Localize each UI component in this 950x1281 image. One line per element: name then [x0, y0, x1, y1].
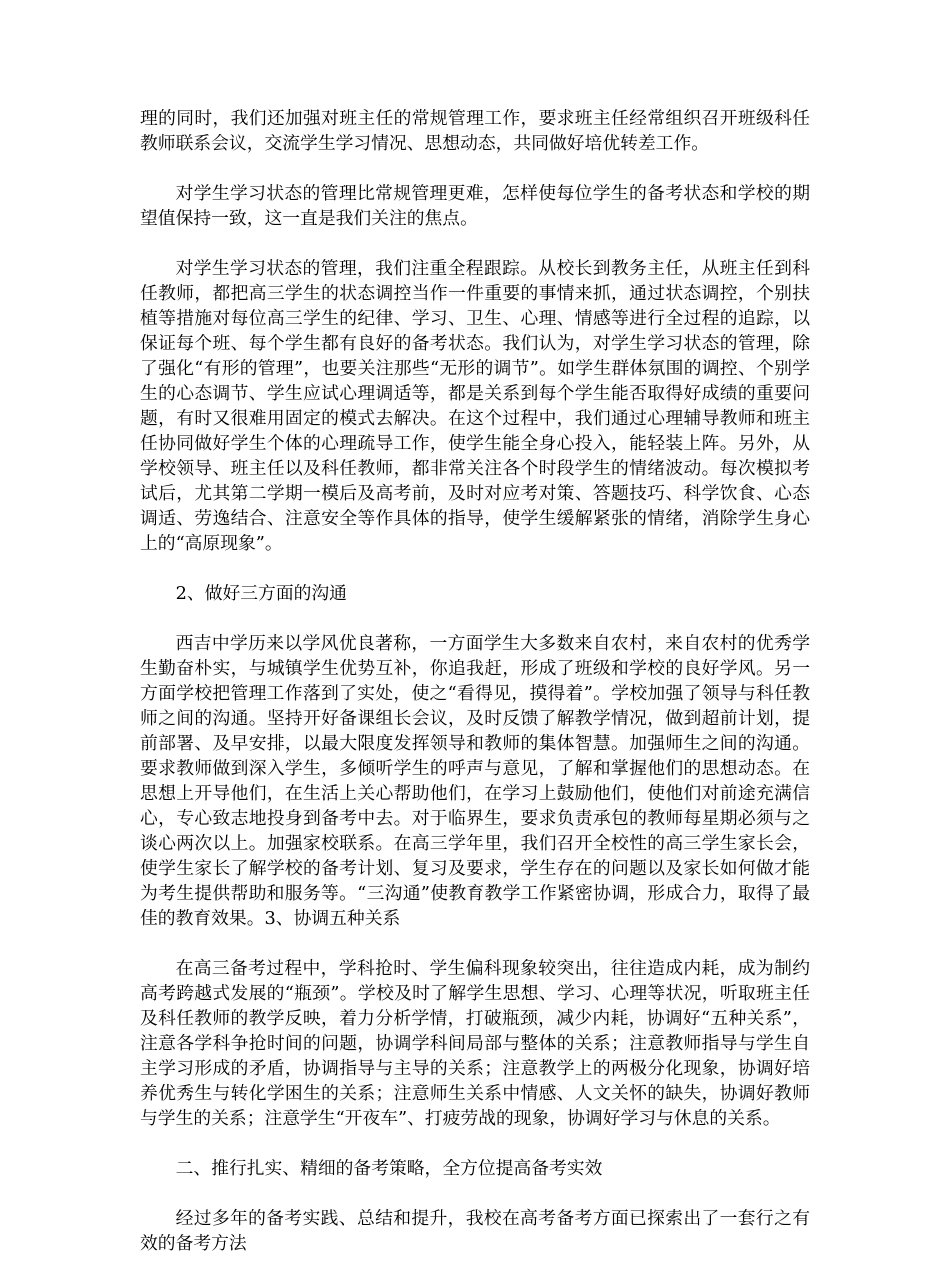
section-heading-communication: 2、做好三方面的沟通 [175, 583, 347, 604]
paragraph-2: 对学生学习状态的管理比常规管理更难，怎样使每位学生的备考状态和学校的期望值保持一致，这一直是我们关注的焦点。 [140, 183, 810, 229]
paragraph-1: 理的同时，我们还加强对班主任的常规管理工作，要求班主任经常组织召开班级科任教师联系会议，交流学生学习情况、思想动态，共同做好培优转差工作。 [140, 108, 810, 154]
paragraph-5: 在高三备考过程中，学科抢时、学生偏科现象较突出，往往造成内耗，成为制约高考跨越式发展的“瓶颈”。学校及时了解学生思想、学习、心理等状况，听取班主任及科任教师的教学反映，着力分析学情，打破瓶颈，减少内耗，协调好“五种关系”，注意各学科争抢时间的问题，协调学科间局部与整体的关系；注意教师指导与学生自主学习形成的矛盾，协调指导与主导的关系；注意教学上的两极分化现象，协调好培养优秀生与转化学困生的关系；注意师生关系中情感、人文关怀的缺失，协调好教师与学生的关系；注意学生“开夜车”、打疲劳战的现象，协调好学习与休息的关系。 [140, 958, 810, 1129]
document-page [140, 106, 810, 1281]
paragraph-6: 经过多年的备考实践、总结和提升，我校在高考备考方面已探索出了一套行之有效的备考方法 [140, 1208, 810, 1254]
section-heading-strategy: 二、推行扎实、精细的备考策略，全方位提高备考实效 [175, 1158, 603, 1179]
paragraph-3: 对学生学习状态的管理，我们注重全程跟踪。从校长到教务主任，从班主任到科任教师，都把高三学生的状态调控当作一件重要的事情来抓，通过状态调控，个别扶植等措施对每位高三学生的纪律、学习、卫生、心理、情感等进行全过程的追踪，以保证每个班、每个学生都有良好的备考状态。我们认为，对学生学习状态的管理，除了强化“有形的管理”，也要关注那些“无形的调节”。如学生群体氛围的调控、个别学生的心态调节、学生应试心理调适等，都是关系到每个学生能否取得好成绩的重要问题，有时又很难用固定的模式去解决。在这个过程中，我们通过心理辅导教师和班主任协同做好学生个体的心理疏导工作，使学生能全身心投入，能轻装上阵。另外，从学校领导、班主任以及科任教师，都非常关注各个时段学生的情绪波动。每次模拟考试后，尤其第二学期一模后及高考前，及时对应考对策、答题技巧、科学饮食、心态调适、劳逸结合、注意安全等作具体的指导，使学生缓解紧张的情绪，消除学生身心上的“高原现象”。 [140, 258, 810, 554]
paragraph-4: 西吉中学历来以学风优良著称，一方面学生大多数来自农村，来自农村的优秀学生勤奋朴实，与城镇学生优势互补，你追我赶，形成了班级和学校的良好学风。另一方面学校把管理工作落到了实处，使之“看得见，摸得着”。学校加强了领导与科任教师之间的沟通。坚持开好备课组长会议，及时反馈了解教学情况，做到超前计划，提前部署、及早安排，以最大限度发挥领导和教师的集体智慧。加强师生之间的沟通。要求教师做到深入学生，多倾听学生的呼声与意见，了解和掌握他们的思想动态。在思想上开导他们，在生活上关心帮助他们，在学习上鼓励他们，使他们对前途充满信心，专心致志地投身到备考中去。对于临界生，要求负责承包的教师每星期必须与之谈心两次以上。加强家校联系。在高三学年里，我们召开全校性的高三学生家长会，使学生家长了解学校的备考计划、复习及要求，学生存在的问题以及家长如何做才能为考生提供帮助和服务等。“三沟通”使教育教学工作紧密协调，形成合力，取得了最佳的教育效果。3、协调五种关系 [140, 633, 810, 929]
